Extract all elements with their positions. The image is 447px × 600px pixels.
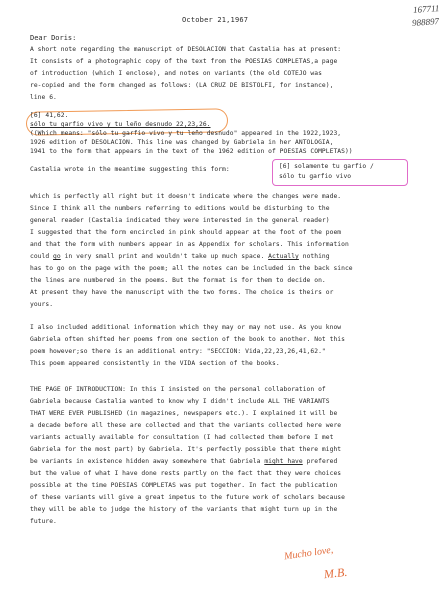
paragraph-line: has to go on the page with the poem; all the notes can be included in the back since — [30, 265, 353, 272]
paragraph-line: At present they have the manuscript with the two forms. The choice is theirs or — [30, 289, 334, 296]
handwritten-signature: M.B. — [323, 564, 348, 582]
boxed-line: sólo tu garfio vivo — [279, 173, 352, 180]
paragraph-line: This poem appeared consistently in the VIDA section of the books. — [30, 360, 280, 367]
paragraph-line: A short note regarding the manuscript of DESOLACION that Castalia has at present: — [30, 46, 342, 53]
paragraph-line: future. — [30, 518, 57, 525]
paragraph-line: but the value of what I have done rests partly on the fact that they were choices — [30, 470, 342, 477]
pink-box-annotation — [272, 159, 408, 186]
paragraph-line: re-copied and the form changed as follows: (LA CRUZ DE BISTOLFI, for instance), — [30, 82, 334, 89]
explanation-line: 1941 to the form that appears in the text of the 1962 edition of POESIAS COMPLETAS)) — [30, 148, 353, 155]
paragraph-line: yours. — [30, 301, 54, 308]
paragraph-line: THE PAGE OF INTRODUCTION: In this I insisted on the personal collaboration of — [30, 386, 326, 393]
paragraph-line: the lines are numbered in the poems. But the format is for them to decide on. — [30, 277, 326, 284]
paragraph-line: Gabriela because Castalia wanted to know why I didn't include ALL THE VARIANTS — [30, 398, 330, 405]
paragraph-line: It consists of a photographic copy of the text from the POESIAS COMPLETAS,a page — [30, 58, 338, 65]
paragraph-line: Since I think all the numbers referring to editions would be disturbing to the — [30, 205, 330, 212]
archive-code-secondary: 988897 — [411, 16, 440, 28]
explanation-line: ((Which means: "sólo tu garfio vivo y tu leño desnudo" appeared in the 1922,1923, — [30, 130, 342, 137]
paragraph-line: of introduction (which I enclose), and notes on variants (the old COTEJO was — [30, 70, 322, 77]
paragraph-line: possible at the time POESIAS COMPLETAS was put together. In fact the publication — [30, 482, 338, 489]
paragraph-line: variants actually available for consultation (I had collected them before I met — [30, 434, 334, 441]
castalia-intro: Castalia wrote in the meantime suggesting this form: — [30, 166, 230, 173]
letter-date: October 21,1967 — [182, 16, 249, 24]
paragraph-line: they will be able to judge the history of the variants that might turn up in the — [30, 506, 338, 513]
salutation: Dear Doris: — [30, 34, 77, 42]
paragraph-line: could go in very small print and wouldn't take up much space. Actually nothing — [30, 253, 330, 260]
variant-text: sólo tu garfio vivo y tu leño desnudo 22,23,26. — [30, 121, 211, 128]
paragraph-line: general reader (Castalia indicated they were interested in the general reader) — [30, 217, 330, 224]
underlined-actually: Actually — [268, 253, 299, 260]
paragraph-line: line 6. — [30, 94, 57, 101]
paragraph-line: I suggested that the form encircled in pink should appear at the foot of the poem — [30, 229, 342, 236]
paragraph-line: I also included additional information which they may or may not use. As you know — [30, 324, 342, 331]
paragraph-line: a decade before all these are collected and that the variants collected here were — [30, 422, 342, 429]
paragraph-line: of these variants will give a great impetus to the future work of scholars because — [30, 494, 345, 501]
underlined-phrase: might have — [264, 458, 303, 465]
paragraph-line: Gabriela for the most part) by Gabriela. It's perfectly possible that there might — [30, 446, 342, 453]
handwritten-closing: Mucho love, — [283, 544, 334, 563]
paragraph-line: be variants in existence hidden away somewhere that Gabriela might have prefered — [30, 458, 338, 465]
paragraph-line: which is perfectly all right but it doesn't indicate where the changes were made. — [30, 193, 342, 200]
underlined-actually: go — [53, 253, 61, 260]
paragraph-line: poem however;so there is an additional entry: "SECCION: Vida,22,23,26,41,62." — [30, 348, 326, 355]
paragraph-line: and that the form with numbers appear in as Appendix for scholars. This information — [30, 241, 349, 248]
paragraph-line: THAT WERE EVER PUBLISHED (in magazines, newspapers etc.). I explained it will be — [30, 410, 338, 417]
paragraph-line: Gabriela often shifted her poems from one section of the book to another. Not this — [30, 336, 345, 343]
explanation-line: 1926 edition of DESOLACION. This line was changed by Gabriela in her ANTOLOGIA, — [30, 139, 334, 146]
boxed-line: [6] solamente tu garfio / — [279, 163, 374, 170]
variant-reference: [6] 41,62. — [30, 112, 69, 119]
archive-code: 167711 — [412, 3, 440, 15]
